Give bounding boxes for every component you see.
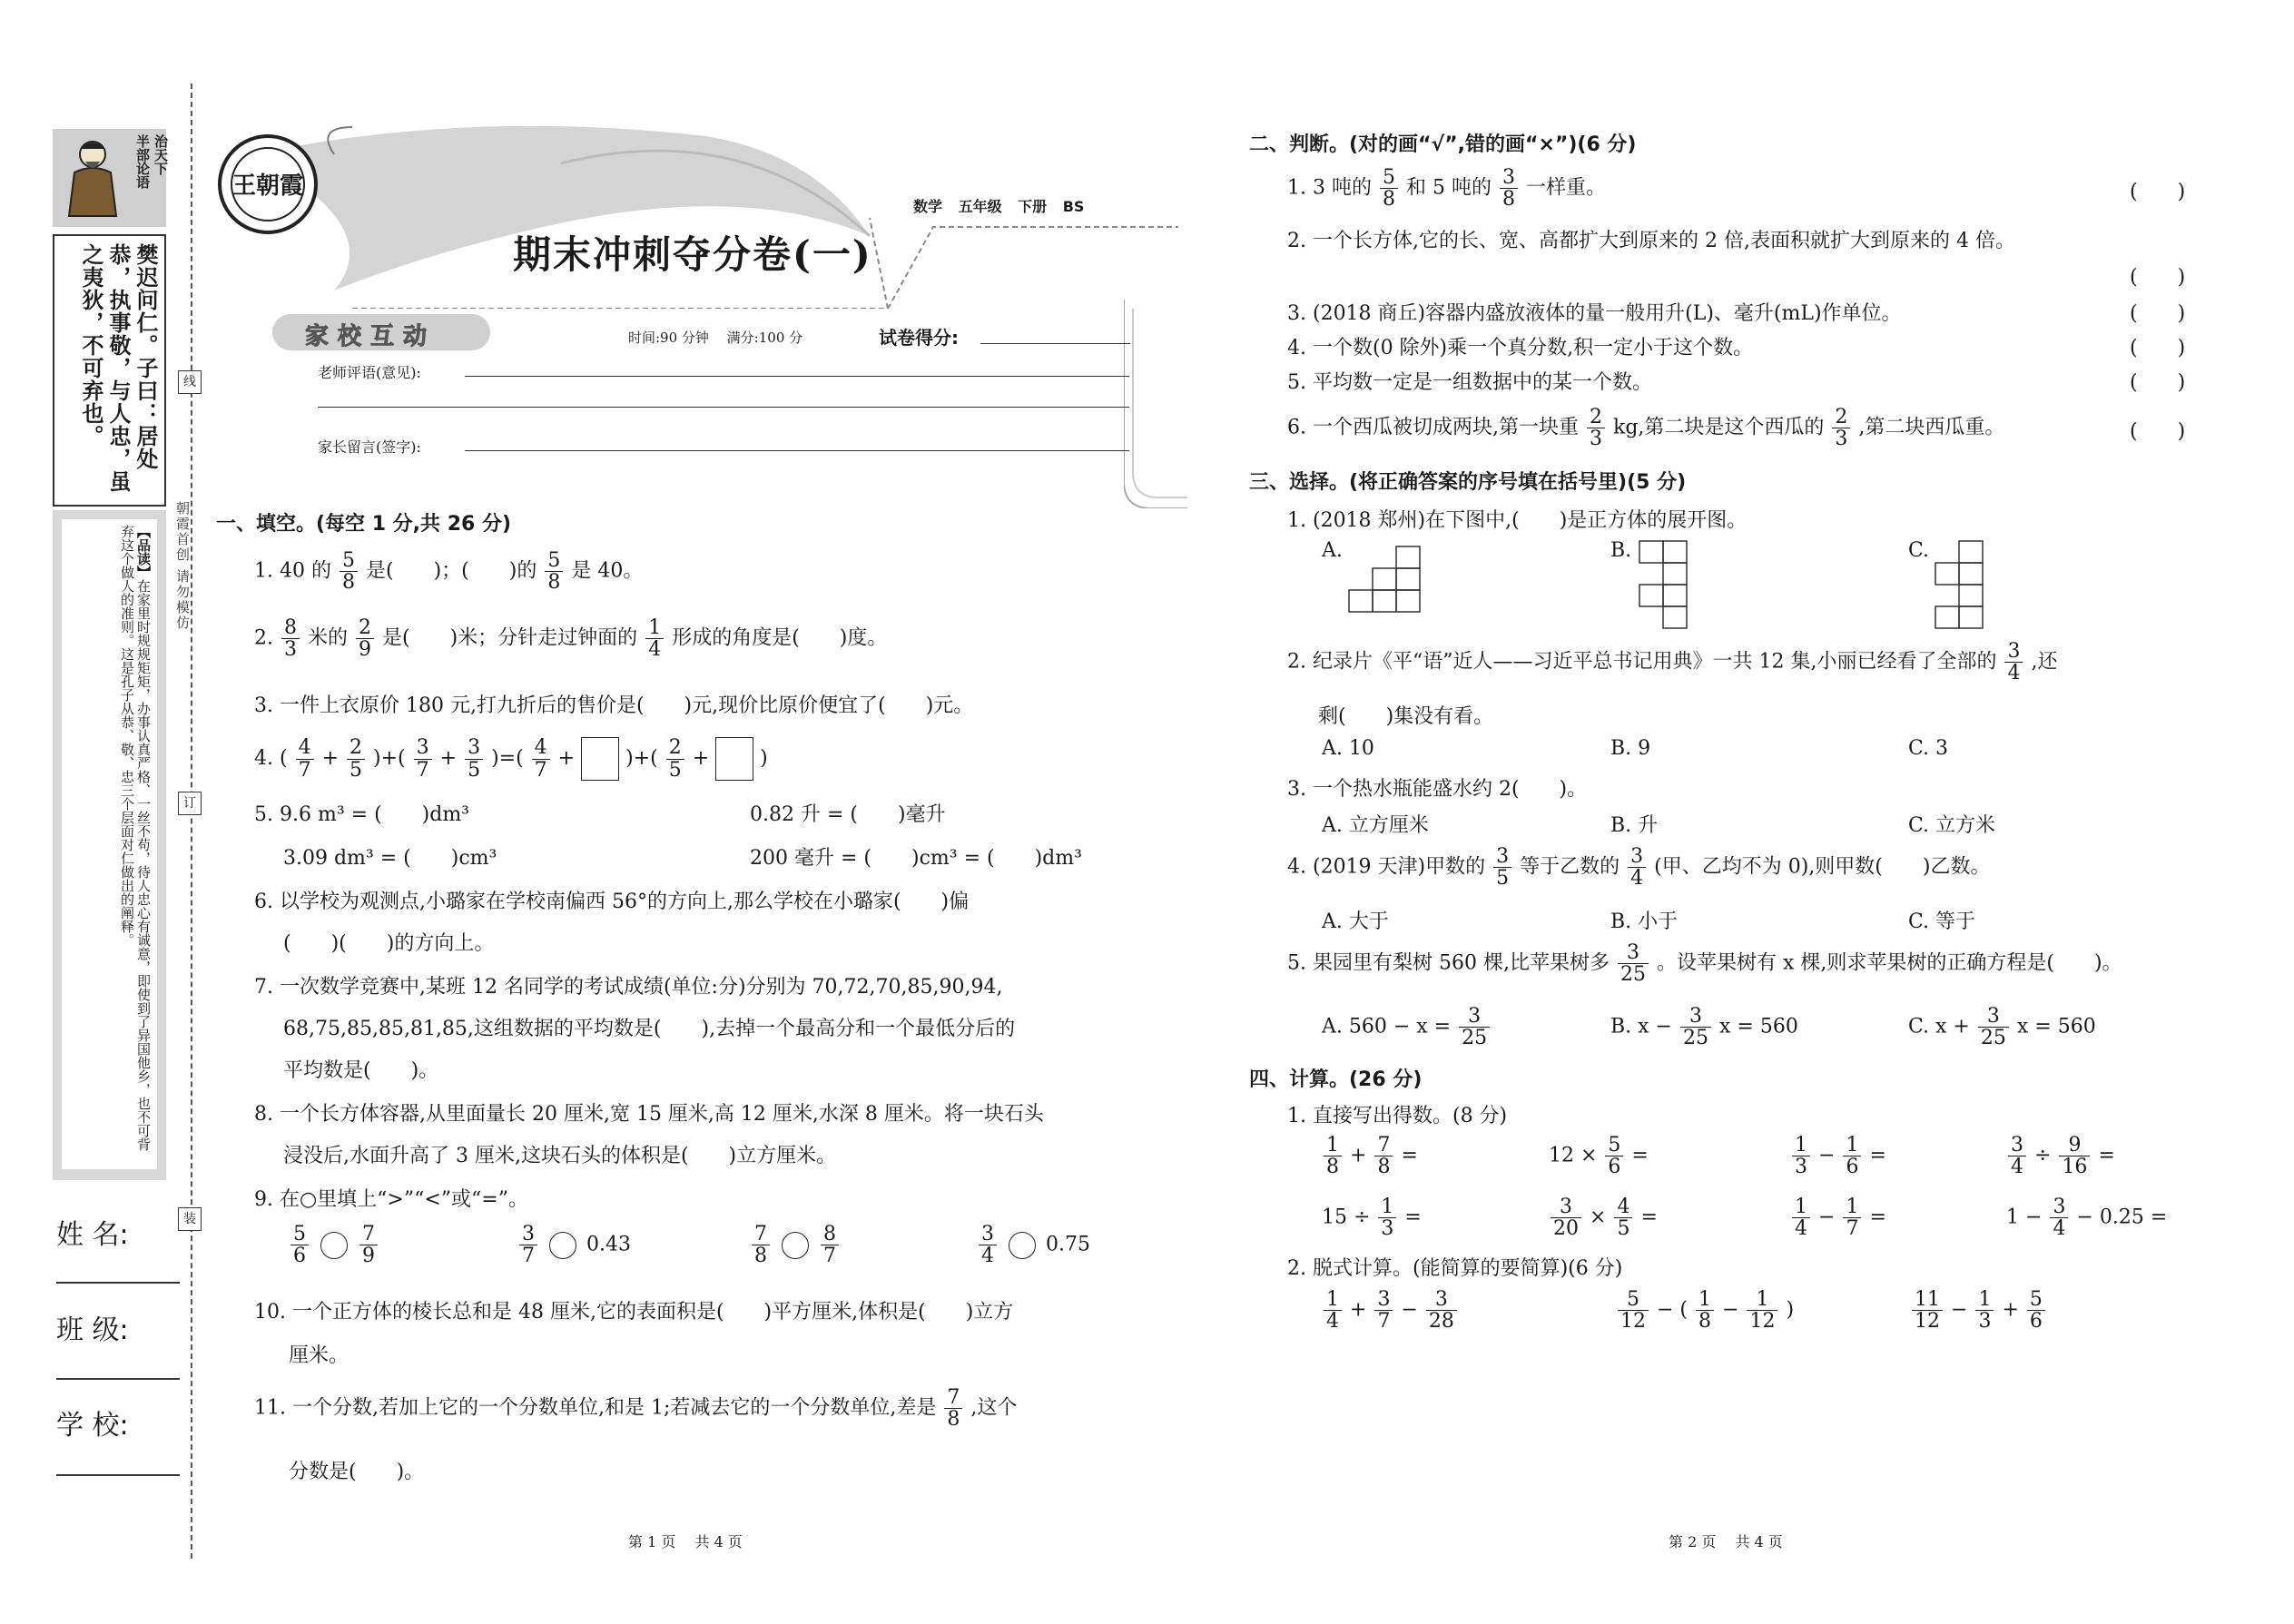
section-3-title: 三、选择。(将正确答案的序号填在括号里)(5 分) xyxy=(1249,471,1687,494)
question-4: 4. ( $\frac{4}{7}$ + $\frac{2}{5}$ )+( $\frac{3}{7}$ + $\frac{3}{5}$ )=( $\frac{4}{7}$ + )+( $\frac{2}{5}$ + ) xyxy=(254,736,768,782)
compare-item: $\frac{7}{8}$ $\frac{8}{7}$ xyxy=(750,1224,841,1266)
pindu-panel xyxy=(53,510,166,1180)
choice-2-option-b[interactable]: B. 9 xyxy=(1610,737,1651,760)
judge-answer-2[interactable]: ( ) xyxy=(2130,266,2186,289)
choice-1-option-b-label: B. xyxy=(1610,539,1632,562)
calc-expression: $\frac{1}{4}$ + $\frac{3}{7}$ − $\frac{3}{28}$ xyxy=(1322,1289,1459,1332)
cut-mark-xian: 线 xyxy=(178,370,202,394)
calc-expression: $\frac{11}{12}$ − $\frac{1}{3}$ + $\frac{5}{6}$ xyxy=(1910,1289,2047,1332)
fraction: $\frac{1}{4}$ xyxy=(645,617,664,660)
calc-item: $\frac{1}{8}$ + $\frac{7}{8}$ = xyxy=(1322,1135,1418,1177)
section-1-title: 一、填空。(每空 1 分,共 26 分) xyxy=(216,513,512,536)
score-label: 试卷得分: xyxy=(879,327,959,349)
choice-5-option-a[interactable]: A. 560 − x = $\frac{3}{25}$ xyxy=(1322,1006,1492,1048)
choice-5-option-c[interactable]: C. x + $\frac{3}{25}$ x = 560 xyxy=(1908,1005,2096,1050)
fraction: $\frac{2}{9}$ xyxy=(356,617,374,660)
copyright-warning: 朝霞首创 请勿模仿 xyxy=(174,501,191,631)
page-number-2: 第 2 页 共 4 页 xyxy=(1669,1533,1783,1550)
judge-3: 3. (2018 商丘)容器内盛放液体的量一般用升(L)、毫升(mL)作单位。 xyxy=(1287,302,1902,325)
choice-4-option-a[interactable]: A. 大于 xyxy=(1322,910,1389,933)
calc-item: 1 − $\frac{3}{4}$ − 0.25 = xyxy=(2006,1196,2168,1241)
question-10-line-1: 10. 一个正方体的棱长总和是 48 厘米,它的表面积是( )平方厘米,体积是( )立方 xyxy=(254,1301,1014,1324)
judge-2: 2. 一个长方体,它的长、宽、高都扩大到原来的 2 倍,表面积就扩大到原来的 4 倍。 xyxy=(1287,230,2015,252)
cube-net-b-icon[interactable] xyxy=(1638,539,1692,635)
question-7-line-2: 68,75,85,85,81,85,这组数据的平均数是( ),去掉一个最高分和一个最低分后的 xyxy=(283,1018,1016,1040)
school-label: 学 校: xyxy=(56,1410,129,1442)
judge-5: 5. 平均数一定是一组数据中的某一个数。 xyxy=(1287,371,1652,394)
judge-4: 4. 一个数(0 除外)乘一个真分数,积一定小于这个数。 xyxy=(1287,337,1754,359)
choice-1-option-c-label: C. xyxy=(1908,539,1930,562)
teacher-comment-label: 老师评语(意见): xyxy=(318,364,421,381)
teacher-comment-field[interactable] xyxy=(465,376,1129,377)
choice-2-line-2: 剩( )集没有看。 xyxy=(1318,705,1494,728)
cut-mark-ding: 订 xyxy=(178,792,202,815)
answer-box[interactable] xyxy=(581,737,619,781)
compare-item: $\frac{5}{6}$ $\frac{7}{9}$ xyxy=(289,1224,379,1266)
question-5a: 5. 9.6 m³ = ( )dm³ xyxy=(254,803,469,826)
choice-5-option-b[interactable]: B. x − $\frac{3}{25}$ x = 560 xyxy=(1610,1005,1798,1050)
compare-item: $\frac{3}{4}$ 0.75 xyxy=(977,1224,1090,1266)
judge-answer-6[interactable]: ( ) xyxy=(2130,420,2186,443)
judge-answer-4[interactable]: ( ) xyxy=(2130,337,2186,359)
question-10-line-2: 厘米。 xyxy=(289,1344,350,1367)
choice-5: 5. 果园里有梨树 560 棵,比苹果树多 $\frac{3}{25}$ 。设苹果树有 x 棵,则求苹果树的正确方程是( )。 xyxy=(1287,941,2122,987)
compare-circle[interactable] xyxy=(549,1232,576,1259)
question-5d: 200 毫升 = ( )cm³ = ( )dm³ xyxy=(750,847,1082,870)
question-2: 2. $\frac{8}{3}$ 米的 $\frac{2}{9}$ 是( )米；分针走过钟面的 $\frac{1}{4}$ 形成的角度是( )度。 xyxy=(254,616,888,662)
choice-2: 2. 纪录片《平“语”近人——习近平总书记用典》一共 12 集,小丽已经看了全部的 $\frac{3}{4}$ ,还 xyxy=(1287,640,2058,685)
calc-item: 12 × $\frac{5}{6}$ = xyxy=(1549,1134,1649,1179)
choice-3-option-b[interactable]: B. 升 xyxy=(1610,814,1659,837)
score-field[interactable] xyxy=(980,343,1130,344)
question-11-line-2: 分数是( )。 xyxy=(289,1461,425,1483)
choice-3: 3. 一个热水瓶能盛水约 2( )。 xyxy=(1287,778,1588,801)
compare-circle[interactable] xyxy=(782,1232,809,1259)
confucius-figure-icon xyxy=(65,136,120,220)
brand-logo xyxy=(218,134,318,234)
calc-expression: $\frac{5}{12}$ − ( $\frac{1}{8}$ − $\frac{1}{12}$ ) xyxy=(1616,1289,1794,1332)
choice-4-option-b[interactable]: B. 小于 xyxy=(1610,910,1679,933)
home-school-badge-label: 家校互动 xyxy=(305,323,437,350)
pindu-body: 在家里时规规矩矩，办事认真严格、一丝不苟，待人忠心有诚意，即使到了异国他乡，也不可背弃这个做人的准则。这是孔子从恭、敬、忠三个层面对仁做出的阐释。 xyxy=(119,525,152,1151)
question-3: 3. 一件上衣原价 180 元,打九折后的售价是( )元,现价比原价便宜了( )元。 xyxy=(254,694,974,717)
question-1: 1. 40 的 $\frac{5}{8}$ 是( )；( )的 $\frac{5}{8}$ 是 40。 xyxy=(254,549,644,595)
question-7-line-3: 平均数是( )。 xyxy=(283,1059,439,1082)
cut-mark-zhuang: 装 xyxy=(178,1207,202,1231)
page-title: 期末冲刺夺分卷(一) xyxy=(513,232,872,277)
calc-1-title: 1. 直接写出得数。(8 分) xyxy=(1287,1105,1508,1127)
compare-circle[interactable] xyxy=(1009,1232,1036,1259)
calc-2-title: 2. 脱式计算。(能简算的要简算)(6 分) xyxy=(1287,1257,1623,1280)
question-8-line-1: 8. 一个长方体容器,从里面量长 20 厘米,宽 15 厘米,高 12 厘米,水深 8 厘米。将一块石头 xyxy=(254,1103,1044,1126)
choice-3-option-c[interactable]: C. 立方米 xyxy=(1908,814,1996,837)
class-label: 班 级: xyxy=(56,1314,129,1346)
brand-logo-text: 王朝霞 xyxy=(231,147,305,221)
choice-2-option-c[interactable]: C. 3 xyxy=(1908,737,1949,760)
pindu-text xyxy=(119,525,152,1160)
question-11: 11. 一个分数,若加上它的一个分数单位,和是 1;若减去它的一个分数单位,差是 $\frac{7}{8}$ ,这个 xyxy=(254,1386,1018,1432)
question-6-line-2: ( )( )的方向上。 xyxy=(283,932,495,955)
page-number-1: 第 1 页 共 4 页 xyxy=(628,1533,743,1550)
teacher-comment-field-2[interactable] xyxy=(318,407,1129,408)
section-2-title: 二、判断。(对的画“√”,错的画“×”)(6 分) xyxy=(1249,133,1637,156)
parent-note-field[interactable] xyxy=(465,450,1129,451)
question-5b: 0.82 升 = ( )毫升 xyxy=(750,803,946,826)
time-and-score-info: 时间:90 分钟 满分:100 分 xyxy=(628,330,803,346)
judge-answer-3[interactable]: ( ) xyxy=(2130,302,2186,325)
compare-item: $\frac{3}{7}$ 0.43 xyxy=(517,1224,631,1266)
question-8-line-2: 浸没后,水面升高了 3 厘米,这块石头的体积是( )立方厘米。 xyxy=(283,1145,837,1167)
choice-4-option-c[interactable]: C. 等于 xyxy=(1908,910,1976,933)
name-label: 姓 名: xyxy=(56,1219,129,1251)
class-field[interactable] xyxy=(56,1378,180,1380)
choice-1: 1. (2018 郑州)在下图中,( )是正方体的展开图。 xyxy=(1287,509,1748,532)
fraction: $\frac{5}{8}$ xyxy=(340,550,358,593)
judge-answer-1[interactable]: ( ) xyxy=(2130,181,2186,203)
cube-net-c-icon[interactable] xyxy=(1934,539,1988,635)
judge-6: 6. 一个西瓜被切成两块,第一块重 $\frac{2}{3}$ kg,第二块是这个西瓜的 $\frac{2}{3}$ ,第二块西瓜重。 xyxy=(1287,406,2005,451)
course-tag: 数学 五年级 下册 BS xyxy=(913,198,1085,215)
pindu-label: 【品读】 xyxy=(135,525,152,579)
choice-2-option-a[interactable]: A. 10 xyxy=(1322,737,1374,760)
choice-4: 4. (2019 天津)甲数的 $\frac{3}{5}$ 等于乙数的 $\frac{3}{4}$ (甲、乙均不为 0),则甲数( )乙数。 xyxy=(1287,845,1991,891)
calc-item: $\frac{1}{3}$ − $\frac{1}{6}$ = xyxy=(1790,1135,1886,1177)
choice-1-option-a-label: A. xyxy=(1322,539,1343,562)
confucius-quote: 樊迟问仁。子曰：居处恭，执事敬，与人忠，虽之夷狄，不可弃也。 xyxy=(78,243,158,493)
choice-3-option-a[interactable]: A. 立方厘米 xyxy=(1322,814,1429,837)
calc-item: $\frac{3}{20}$ × $\frac{4}{5}$ = xyxy=(1549,1196,1658,1239)
calc-item: $\frac{1}{4}$ − $\frac{1}{7}$ = xyxy=(1790,1196,1886,1239)
question-9-title: 9. 在○里填上“>”“<”或“=”。 xyxy=(254,1188,528,1211)
calc-item: 15 ÷ $\frac{1}{3}$ = xyxy=(1322,1196,1422,1241)
confucius-quote-box xyxy=(53,234,166,507)
compare-circle[interactable] xyxy=(320,1232,348,1259)
calc-item: $\frac{3}{4}$ ÷ $\frac{9}{16}$ = xyxy=(2006,1135,2115,1177)
header-corner-decoration xyxy=(1124,300,1187,508)
parent-note-label: 家长留言(签字): xyxy=(318,438,421,456)
question-6-line-1: 6. 以学校为观测点,小璐家在学校南偏西 56°的方向上,那么学校在小璐家( )偏 xyxy=(254,891,970,913)
sidebar-badge-line-2: 治天下 xyxy=(153,134,169,175)
fraction: $\frac{5}{8}$ xyxy=(545,550,563,593)
question-7-line-1: 7. 一次数学竞赛中,某班 12 名同学的考试成绩(单位:分)分别为 70,72,70,85,90,94, xyxy=(254,976,1003,999)
question-5c: 3.09 dm³ = ( )cm³ xyxy=(283,847,497,870)
name-field[interactable] xyxy=(56,1282,180,1284)
cube-net-a-icon[interactable] xyxy=(1347,545,1447,615)
sidebar-badge-line-1: 半部论语 xyxy=(134,134,151,189)
school-field[interactable] xyxy=(56,1474,180,1476)
answer-box[interactable] xyxy=(715,737,753,781)
section-4-title: 四、计算。(26 分) xyxy=(1249,1068,1423,1091)
fraction: $\frac{8}{3}$ xyxy=(281,617,300,660)
judge-1: 1. 3 吨的 $\frac{5}{8}$ 和 5 吨的 $\frac{3}{8}$ 一样重。 xyxy=(1287,166,1606,212)
binding-dashed-line xyxy=(191,84,192,1559)
judge-answer-5[interactable]: ( ) xyxy=(2130,371,2186,394)
